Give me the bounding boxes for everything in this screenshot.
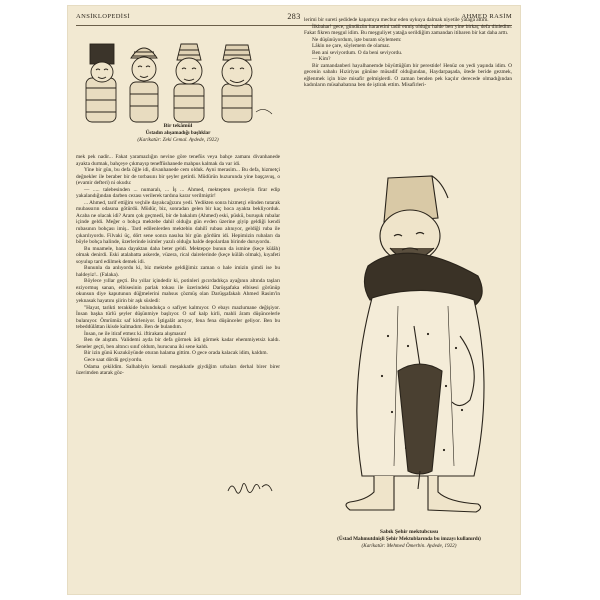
paragraph: Ben ani seviyordum. O da beni seviyordu. — [312, 49, 403, 56]
paragraph: Bir izin günü Kuzuköyünde oturan halama gittim. O gece orada kalacak idim, kaldım. — [84, 350, 268, 357]
paragraph: lerimi bir sureti şedidede kapamıya mecbur eden uykuya dalmak niyetile yatağa attım. — [304, 17, 489, 23]
top-figure-caption — [78, 123, 278, 143]
top-figure-credit: (Karikatür: Zeki Cemal. Aydede, 1922) — [137, 136, 219, 143]
caricature-hats-illustration — [82, 36, 278, 126]
paragraph: — ..... talebesinden ... numaralı, ... İş ... Ahmed, mektepten geceleyin firar edip yakalandığından darben cezası verilerek tardına karar verilmiştir! — [76, 186, 280, 200]
top-figure-title: Bir tekâmül — [163, 123, 193, 129]
paragraph: Odama çekildim. Salhablyin kemali meşakkatle giydiğim urbaları derhal birer birer üzerimden atarak göz- — [76, 363, 280, 377]
paragraph: Gece saat dördü geçiyordu. — [84, 356, 143, 363]
big-figure-caption — [304, 529, 514, 549]
paragraph: Ne düşünüyordum, işte buram söylemem: — [312, 36, 402, 43]
paragraph: İlkbahar! gece, gündüzün hararetini tadil etmiş olduğu halde ben yine birkaç defa dinledim. Fakat fikren meşgul idim. Bu meşguliyet yatağa serildiğim zamandan itibaren bir kat daha arttı. — [304, 23, 512, 37]
paragraph: Bir zamandanberi hayalhanemde büyüttüğüm bir perestide! Henüz on yedi yaşında idim. O gecenin sabahı Hıziriyas gününe müsadif olduğundan, Haydarpaşada, ötede beride gezmek, eğlenmek için bize misafir gelmişlerdi. O zaman benden pek kaçılır derecede olmadığından kadınların müsahabatına ben de iştirak ettim. Misafirleri- — [304, 62, 512, 89]
paragraph: Bu muamele, bana dayaktan daha beter geldi. Mektepçe bunun da ismine (keçe külâh) olmak denirdi. Eski atalabatta askerde, vüzera, rical dairelerinde (keçe külâh olmak), kıyafeti soyulup tard edilmek demek idi. — [76, 245, 280, 265]
left-column-text — [76, 154, 280, 377]
paragraph: İnsan, ne ile itiraf etmez ki. iftirakata alışmasın! — [84, 330, 187, 337]
paragraph: Ben de alıştım. Validemi ayda bir defa görmek âdi görmek kadar ehemmiyetsiz kaldı. Seneler geçti, ben altıncı sınıf oldum, hurucuna iki sene kaldı. — [76, 337, 280, 350]
book-page — [68, 6, 520, 594]
header-left-title: ANSİKLOPEDİSİ — [76, 13, 130, 20]
big-figure-subtitle: (Üstad Mahmutdnişli Şehir Mektublarında bu imzayı kullanırdı) — [337, 536, 481, 542]
right-column-top-text — [304, 17, 512, 89]
page-number: 283 — [287, 12, 301, 21]
handwritten-signature — [224, 475, 280, 497]
paragraph: "Hayat, tarikti terakkide bulundukça o safiyet kalmıyor. O ebayı mazlumane değişiyor. İnsan başka türlü şeyler düşünmiye başlıyor. O saf kalp kirli, mahli âram düşüncelerle bulanıyor. Ömrümüz saf kirleniyor. İştigalât artıyor, fena fena düşünceler geliyor. Ben bu tebeddülâttan ikisde kalmadım. Ben de bulandım. — [76, 304, 280, 331]
big-figure-title: Sabık Şehir mektubcusu — [379, 529, 439, 535]
paragraph: Böylece yıllar geçti. Bu yıllar içindedir ki, potinleri gıcırdadıkça ayağının altında taşları eziyormuş sanan, elbisesinin parlak tokası ile üzerindeki Darüşşafaka elbisesi görünüp okunsun diye kaputunun düğmelerini mahsus çözmüş olan Darüşşafakalı Ahmed Rasim'in yeknasak hayatını şiirin bir aşk süsledi: — [76, 278, 280, 305]
paragraph: Yine bir gün, bu defa öğle idi, divanhanede cem olduk. Ayni merasim... Bu defa, hizmetçi değnekler ile beraber bir de torbasını bir şeyler getirdi. Müdürün huzurunda yine başçavuş, o (evamir defteri) ni okudu: — [76, 167, 280, 187]
paragraph: — Kim? — [312, 56, 331, 63]
paragraph: ... Ahmed, tarif ettiğim veçhile dayakcağızını yedi. Yedikten sonra hizmetçi elinden tutarak mubassırın odasına götürdü. Müdür, biz, sonradan gelen bir kaç hoca ayakta bekliyorduk. Acaba ne olacak idi? Aram çok geçmedi, bir de bakalım (Ahmed) eski, püskü, buruşuk rubalar içinde geldi. Meğer o bohça mektebe dahil olduğu gün evden üzerine giyip geldiği kendi rubasının bohçası imiş.. Tard edilenlerden mektebin dahilî rubası alınıyor, geldiği ruba ile çıkarılıyordu. Filvaki üç, dört sene sonra nasılsa bir gün gördüm idi. Hepimizin rubaları da böyle bohça halinde, üzerlerinde isimler yazılı olduğu halde depolardan birinde duruyordu. — [76, 199, 280, 246]
paragraph: Lâkin ne çare, söylemem de olamaz. — [312, 43, 391, 50]
header-right-title: AHMED RASİM — [461, 13, 512, 20]
caricature-man-with-fez-illustration — [328, 166, 518, 526]
paragraph: Bununla da anlıyordu ki, biz mektebe geldiğimiz zaman o hale imizin şimdi ise bu haldeyiz!.. (Falaka). — [76, 265, 280, 278]
top-figure-subtitle: Üstadın alışamadığı başlıklar — [145, 130, 211, 136]
big-figure-credit: (Karikatür: Mehmed Ömerbin. Aydede, 1922) — [361, 542, 457, 549]
paragraph: mek pek nadir... Fakat yaramazlığın nevine göre tenefüs veya bahçe zamanı divanhanede ayakta durmak, bahçeye çıkmayıp teneffüshanede mahpus kalmak da var idi. — [76, 154, 280, 167]
